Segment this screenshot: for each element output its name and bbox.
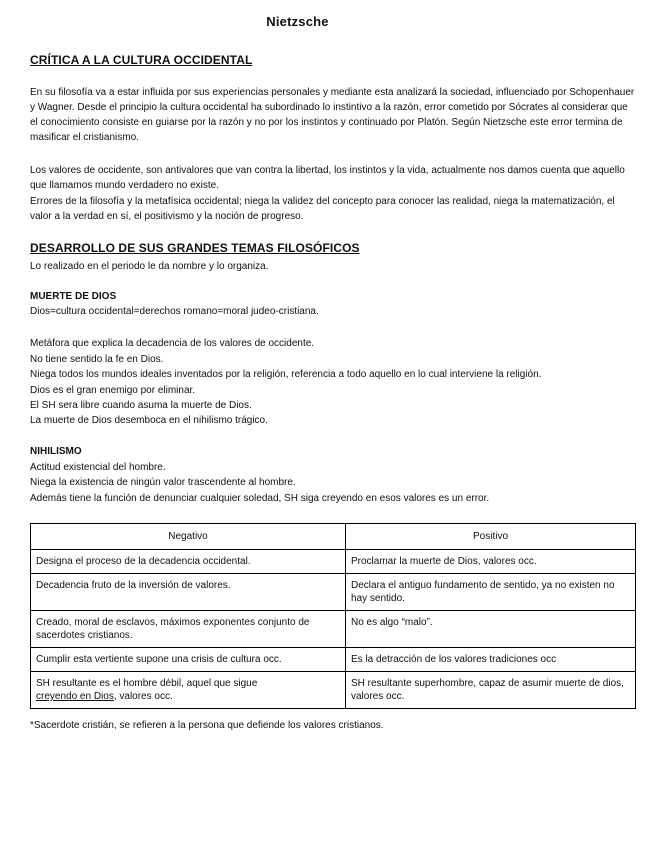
table-row bbox=[31, 672, 636, 709]
cell-negativo: Cumplir esta vertiente supone una crisis de cultura occ. bbox=[31, 648, 346, 672]
column-header-positivo: Positivo bbox=[346, 524, 636, 550]
cell-negativo: Designa el proceso de la decadencia occidental. bbox=[31, 550, 346, 574]
paragraph-critica-3: Errores de la filosofía y la metafísica occidental; niega la validez del concepto para conocer las realidad, niega la matematización, el valor a la verdad en sí, el positivismo y la noción de progreso. bbox=[30, 196, 615, 222]
subheading-muerte-de-dios: MUERTE DE DIOS bbox=[30, 291, 117, 302]
cell-text: , valores occ. bbox=[113, 691, 173, 702]
table-row bbox=[31, 574, 636, 611]
cell-positivo: No es algo “malo”. bbox=[346, 611, 636, 648]
nihilismo-line: Actitud existencial del hombre. bbox=[30, 462, 166, 473]
cell-negativo bbox=[31, 672, 346, 709]
muerte-line: No tiene sentido la fe en Dios. bbox=[30, 354, 164, 365]
footnote: *Sacerdote cristián, se refieren a la persona que defiende los valores cristianos. bbox=[30, 720, 384, 731]
subheading-nihilismo: NIHILISMO bbox=[30, 446, 82, 457]
muerte-line: El SH sera libre cuando asuma la muerte de Dios. bbox=[30, 400, 252, 411]
underlined-text: creyendo en Dios bbox=[36, 691, 114, 702]
muerte-line: Niega todos los mundos ideales inventados por la religión, referencia a todo aquello en lo cual interviene la religión. bbox=[30, 369, 542, 380]
section-heading-critica: CRÍTICA A LA CULTURA OCCIDENTAL bbox=[30, 53, 253, 67]
nihilismo-line: Además tiene la función de denunciar cualquier soledad, SH siga creyendo en esos valores es un error. bbox=[30, 493, 490, 504]
muerte-line: Metáfora que explica la decadencia de los valores de occidente. bbox=[30, 338, 315, 349]
cell-negativo: Creado, moral de esclavos, máximos exponentes conjunto de sacerdotes cristianos. bbox=[31, 611, 346, 648]
cell-positivo: Declara el antiguo fundamento de sentido, ya no existen no hay sentido. bbox=[346, 574, 636, 611]
nihilismo-line: Niega la existencia de ningún valor trascendente al hombre. bbox=[30, 477, 296, 488]
cell-negativo: Decadencia fruto de la inversión de valores. bbox=[31, 574, 346, 611]
muerte-line: Dios es el gran enemigo por eliminar. bbox=[30, 385, 196, 396]
section-heading-desarrollo: DESARROLLO DE SUS GRANDES TEMAS FILOSÓFICOS bbox=[30, 241, 360, 255]
table-row bbox=[31, 550, 636, 574]
cell-text: SH resultante es el hombre débil, aquel que sigue bbox=[36, 678, 258, 689]
desarrollo-intro: Lo realizado en el periodo le da nombre y lo organiza. bbox=[30, 261, 269, 272]
cell-positivo: Es la detracción de los valores tradiciones occ bbox=[346, 648, 636, 672]
paragraph-critica-2: Los valores de occidente, son antivalores que van contra la libertad, los instintos y la vida, actualmente nos damos cuenta que aquello que llamamos mundo verdadero no existe. bbox=[30, 165, 625, 191]
table-row bbox=[31, 611, 636, 648]
cell-positivo: Proclamar la muerte de Dios, valores occ. bbox=[346, 550, 636, 574]
document-title: Nietzsche bbox=[266, 14, 329, 29]
table-row bbox=[31, 648, 636, 672]
cell-positivo: SH resultante superhombre, capaz de asumir muerte de dios, valores occ. bbox=[346, 672, 636, 709]
muerte-definition: Dios=cultura occidental=derechos romano=moral judeo-cristiana. bbox=[30, 306, 319, 317]
muerte-line: La muerte de Dios desemboca en el nihilismo trágico. bbox=[30, 415, 268, 426]
paragraph-critica-1: En su filosofía va a estar influida por sus experiencias personales y mediante esta analizará la sociedad, influenciado por Schopenhauer y Wagner. Desde el principio la cultura occidental ha subordinado lo instintivo a la razón, error cometido por Sócrates al considerar que el conocimiento consiste en guiarse por la razón y no por los instintos y continuado por Platón. Según Nietzsche este error termina de masificar el cristianismo. bbox=[30, 87, 635, 143]
table-header-row bbox=[31, 524, 636, 550]
comparison-table bbox=[30, 523, 636, 709]
column-header-negativo: Negativo bbox=[31, 524, 346, 550]
